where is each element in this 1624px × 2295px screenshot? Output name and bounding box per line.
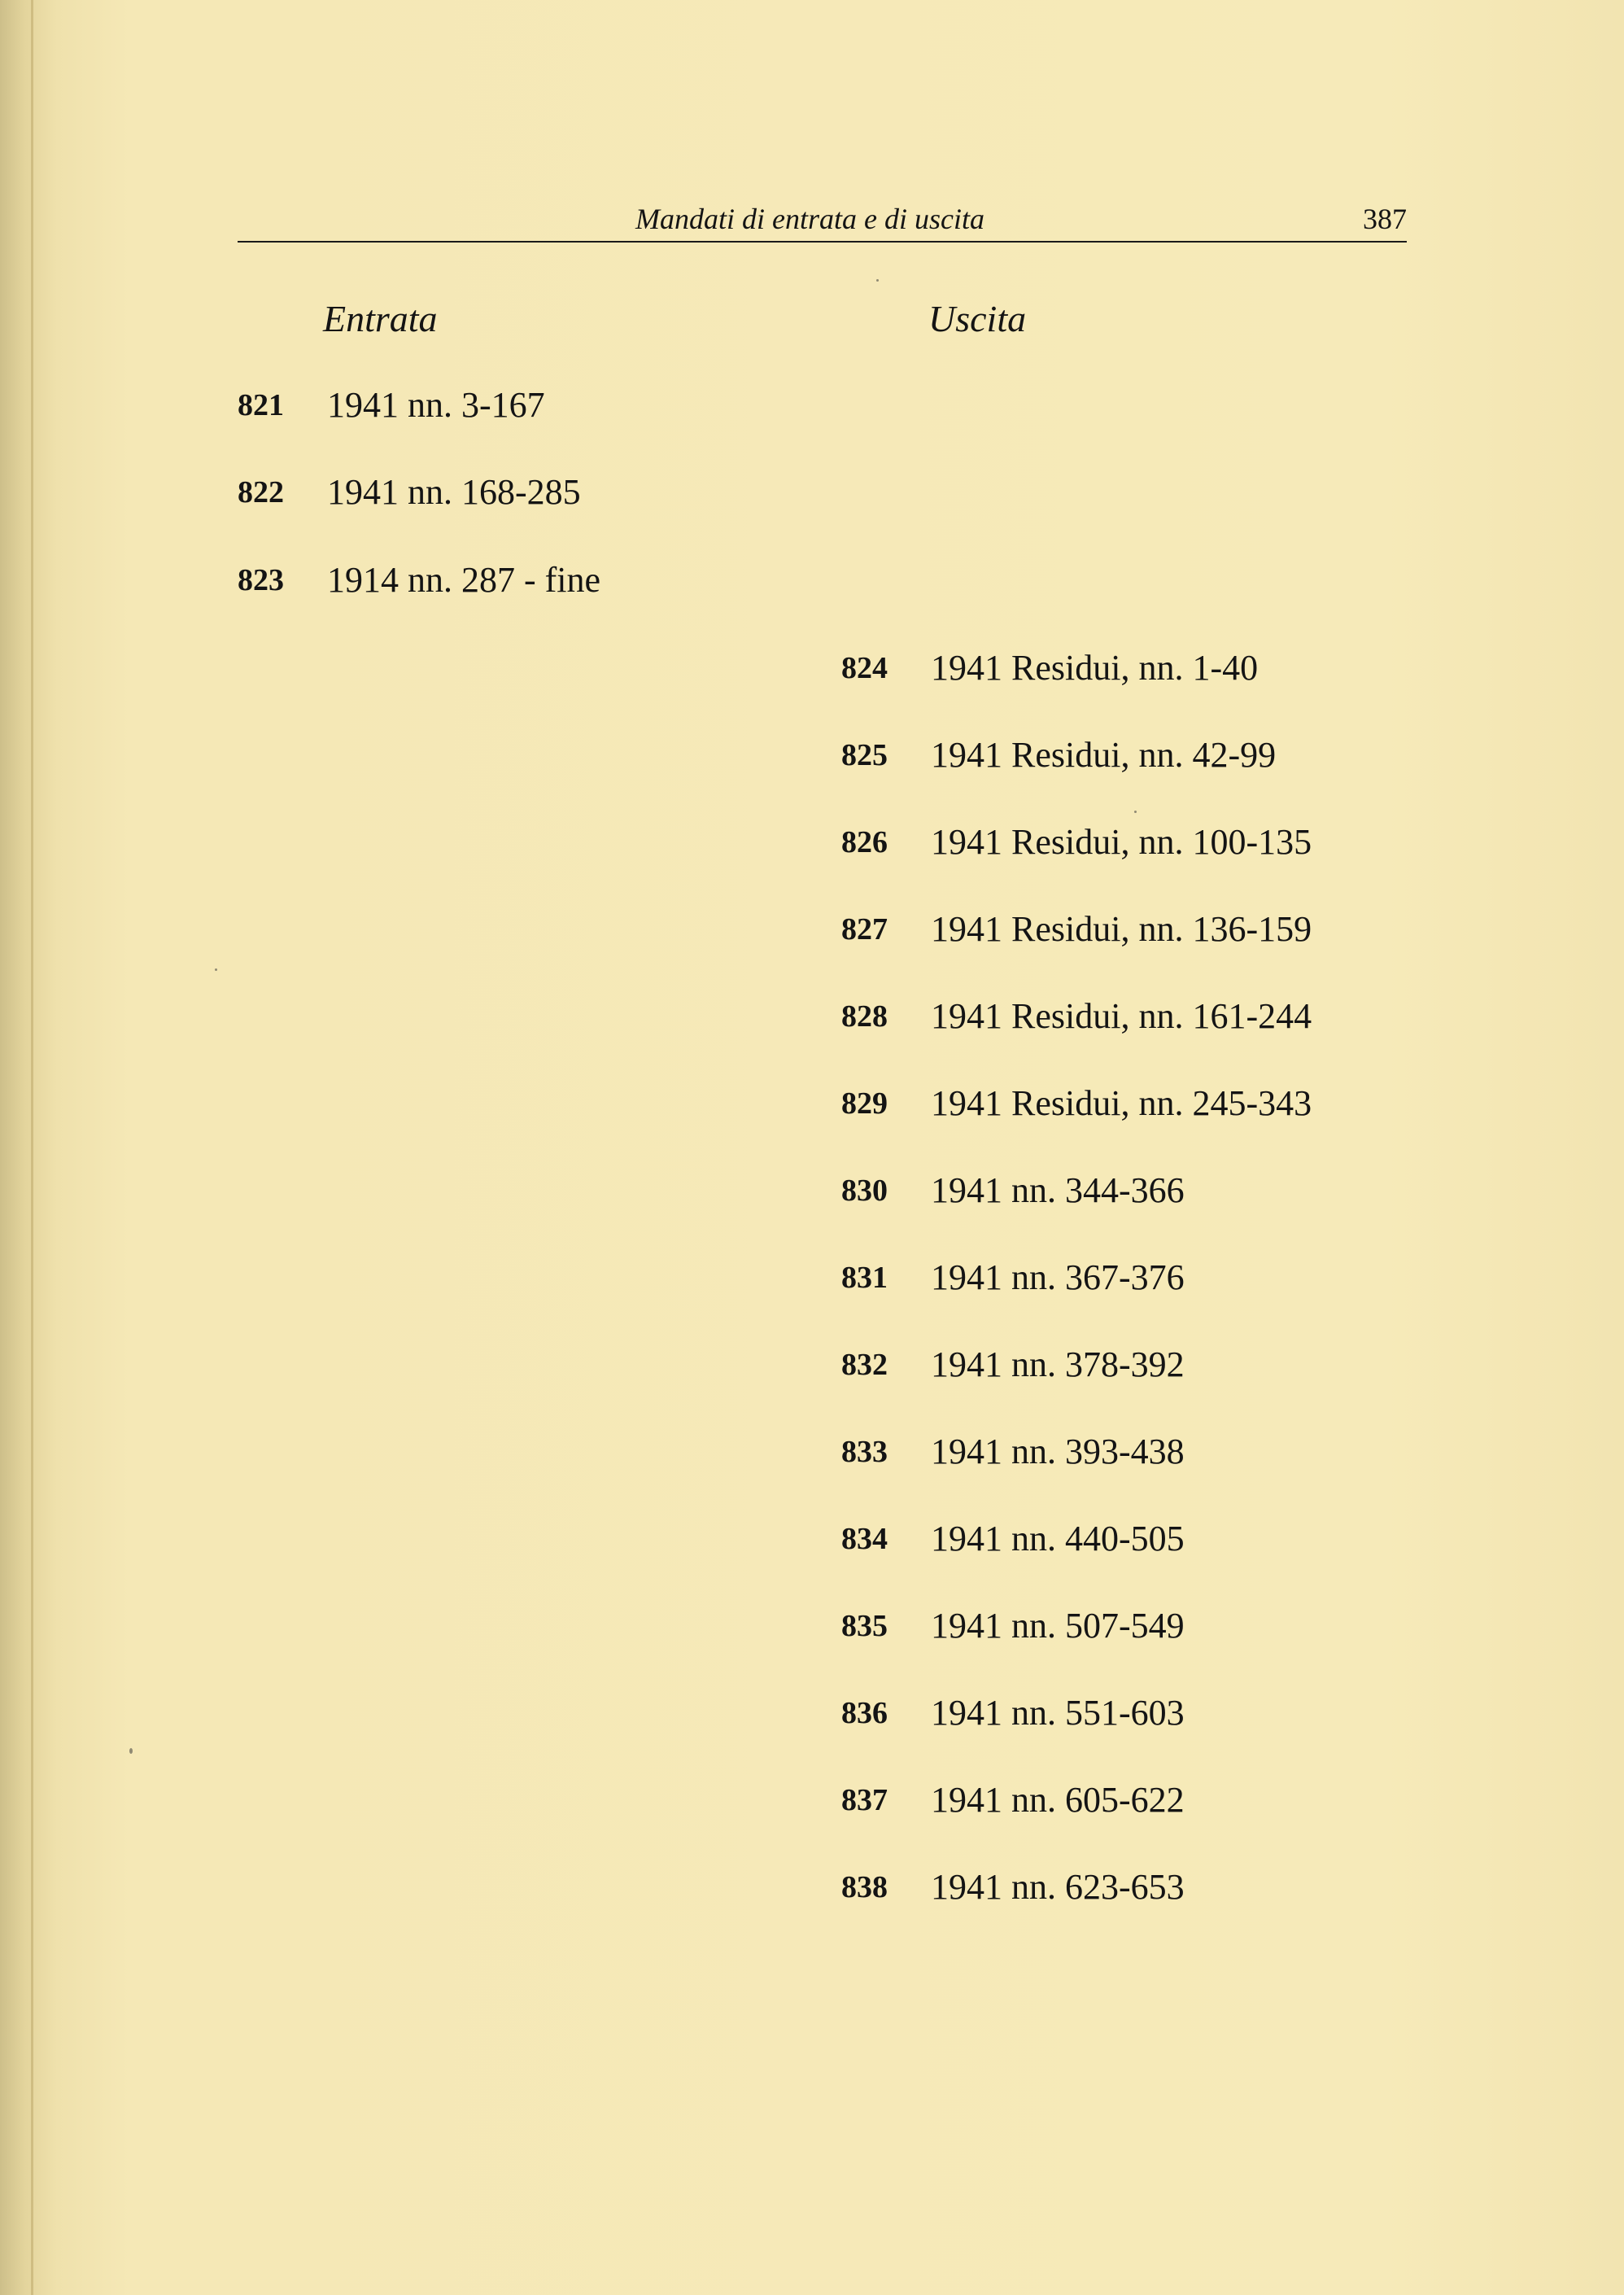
entry-number: 824 — [841, 651, 888, 685]
entry-number: 828 — [841, 999, 888, 1034]
entry-text: 1941 Residui, nn. 161-244 — [931, 996, 1312, 1036]
entry-number: 834 — [841, 1522, 888, 1556]
entry-text: 1941 nn. 3-167 — [327, 385, 545, 425]
binding-edge — [31, 0, 33, 2295]
entry-number: 830 — [841, 1174, 888, 1208]
header-title: Mandati di entrata e di uscita — [635, 203, 984, 235]
entry-text: 1914 nn. 287 - fine — [327, 560, 601, 600]
entry-number: 826 — [841, 825, 888, 859]
entry-text: 1941 nn. 623-653 — [931, 1867, 1185, 1907]
header-rule — [238, 241, 1407, 243]
uscita-heading: Uscita — [928, 298, 1027, 339]
entry-number: 837 — [841, 1783, 888, 1817]
entry-number: 823 — [238, 563, 284, 597]
paper-speck — [215, 968, 217, 971]
entry-text: 1941 Residui, nn. 100-135 — [931, 822, 1312, 862]
entry-text: 1941 nn. 551-603 — [931, 1693, 1185, 1733]
paper-speck — [1134, 811, 1137, 813]
entry-text: 1941 Residui, nn. 42-99 — [931, 735, 1277, 775]
entry-number: 836 — [841, 1696, 888, 1730]
entry-text: 1941 nn. 605-622 — [931, 1780, 1185, 1820]
entry-number: 831 — [841, 1261, 888, 1295]
entry-number: 825 — [841, 738, 888, 772]
paper-speck — [129, 1748, 133, 1754]
entry-number: 827 — [841, 912, 888, 946]
entry-text: 1941 Residui, nn. 1-40 — [931, 648, 1259, 688]
entry-text: 1941 nn. 378-392 — [931, 1344, 1185, 1384]
entry-text: 1941 nn. 367-376 — [931, 1257, 1185, 1297]
entry-number: 833 — [841, 1435, 888, 1469]
entry-text: 1941 Residui, nn. 245-343 — [931, 1083, 1312, 1123]
entry-number: 835 — [841, 1609, 888, 1643]
entry-number: 821 — [238, 388, 284, 422]
page-number: 387 — [1363, 203, 1407, 235]
entry-text: 1941 Residui, nn. 136-159 — [931, 909, 1312, 949]
entrata-heading: Entrata — [323, 298, 438, 339]
entry-text: 1941 nn. 168-285 — [327, 472, 581, 512]
entry-number: 829 — [841, 1086, 888, 1121]
entry-number: 822 — [238, 475, 284, 509]
paper-speck — [876, 279, 879, 282]
entry-number: 838 — [841, 1870, 888, 1904]
entry-number: 832 — [841, 1348, 888, 1382]
entry-text: 1941 nn. 393-438 — [931, 1432, 1185, 1471]
entry-text: 1941 nn. 440-505 — [931, 1519, 1185, 1558]
running-header — [238, 199, 1407, 239]
entry-text: 1941 nn. 344-366 — [931, 1170, 1185, 1210]
entry-text: 1941 nn. 507-549 — [931, 1606, 1185, 1646]
